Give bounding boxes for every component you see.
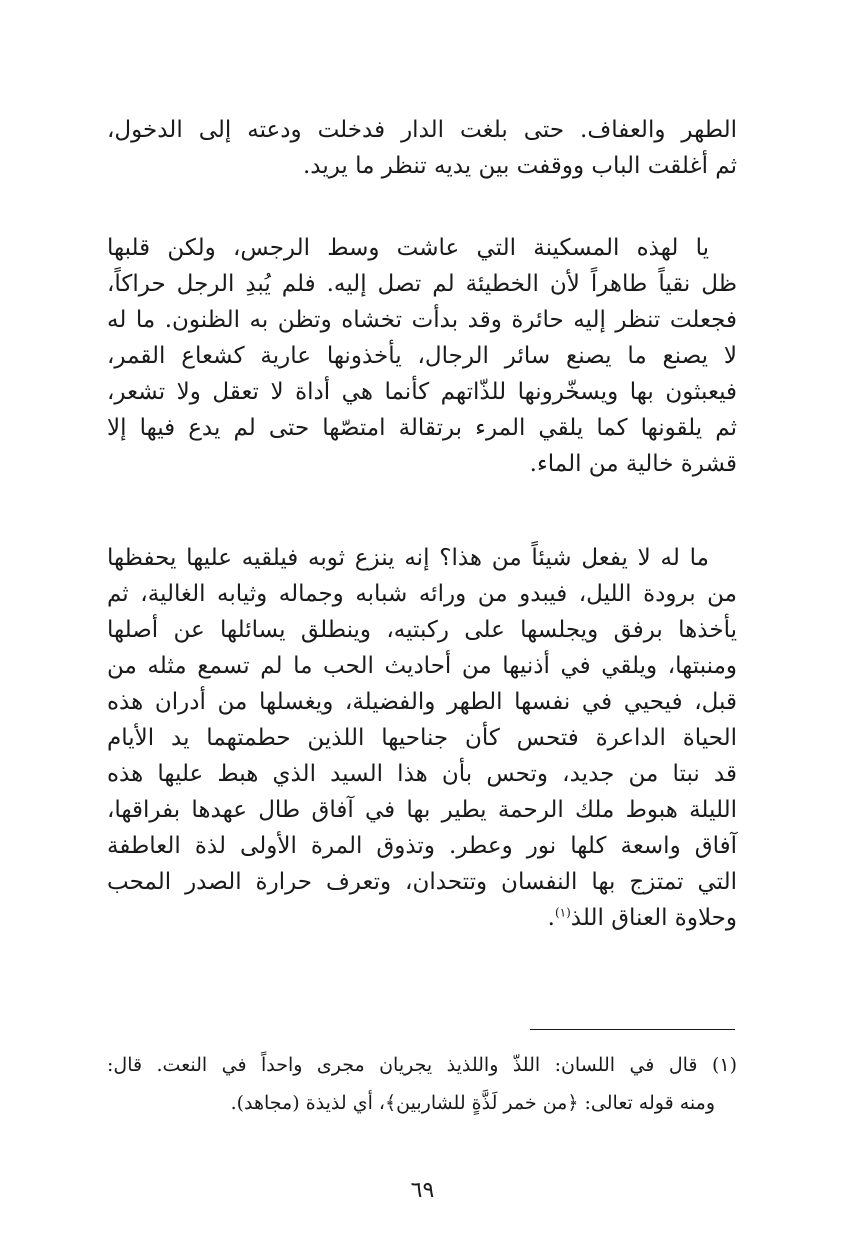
text-line: قد نبتا من جديد، وتحس بأن هذا السيد الذي هبط عليها هذه: [107, 761, 737, 787]
text-line: فيعبثون بها ويسخّرونها للذّاتهم كأنما هي أداة لا تعقل ولا تشعر،: [107, 379, 737, 405]
footnote: [107, 1046, 737, 1122]
paragraph-1: [107, 112, 737, 184]
sentence-end: .: [547, 905, 555, 931]
page-number: ٦٩: [410, 1178, 435, 1203]
text-line: يا لهذه المسكينة التي عاشت وسط الرجس، ولكن قلبها: [107, 235, 709, 261]
footnote-line: ومنه قوله تعالى: ﴿من خمر لَذَّةٍ للشاربين﴾، أي لذيذة (مجاهد).: [230, 1092, 715, 1114]
footnote-marker[interactable]: (١): [554, 905, 571, 920]
text-line: ثم أغلقت الباب ووقفت بين يديه تنظر ما يريد.: [302, 153, 737, 179]
text-line: قشرة خالية من الماء.: [529, 451, 737, 477]
text-line: الطهر والعفاف. حتى بلغت الدار فدخلت ودعته إلى الدخول،: [107, 117, 737, 143]
text-line: ظل نقياً طاهراً لأن الخطيئة لم تصل إليه. فلم يُبدِ الرجل حراكاً،: [107, 271, 737, 297]
paragraph-3: [107, 540, 737, 936]
text-line: الحياة الداعرة فتحس كأن جناحيها اللذين حطمتهما يد الأيام: [107, 725, 737, 751]
text-line: لا يصنع ما يصنع سائر الرجال، يأخذونها عارية كشعاع القمر،: [107, 343, 737, 369]
paragraph-2: [107, 230, 737, 482]
text-line: من برودة الليل، فيبدو من ورائه شبابه وجماله وثيابه الغالية، ثم: [107, 581, 737, 607]
text-line: قبل، فيحيي في نفسها الطهر والفضيلة، ويغسلها من أدران هذه: [107, 689, 737, 715]
text-segment: وحلاوة العناق اللذ: [570, 905, 737, 931]
footnote-line: (١) قال في اللسان: اللذّ واللذيذ يجريان مجرى واحداً في النعت. قال:: [107, 1054, 737, 1076]
text-line: يأخذها برفق ويجلسها على ركبتيه، وينطلق يسائلها عن أصلها: [107, 617, 737, 643]
text-line: فجعلت تنظر إليه حائرة وقد بدأت تخشاه وتظن به الظنون. ما له: [107, 307, 737, 333]
text-line: التي تمتزج بها النفسان وتتحدان، وتعرف حرارة الصدر المحب: [107, 869, 737, 895]
text-line: ثم يلقونها كما يلقي المرء برتقالة امتصّها حتى لم يدع فيها إلا: [107, 415, 737, 441]
text-line: آفاق واسعة كلها نور وعطر. وتذوق المرة الأولى لذة العاطفة: [107, 833, 737, 859]
footnote-divider: [530, 1029, 735, 1030]
text-line: ومنبتها، ويلقي في أذنيها من أحاديث الحب ما لم تسمع مثله من: [107, 653, 737, 679]
text-line-with-footnote: [107, 900, 737, 936]
text-line: الليلة هبوط ملك الرحمة يطير بها في آفاق طال عهدها بفراقها،: [107, 797, 737, 823]
text-line: ما له لا يفعل شيئاً من هذا؟ إنه ينزع ثوبه فيلقيه عليها يحفظها: [107, 545, 709, 571]
